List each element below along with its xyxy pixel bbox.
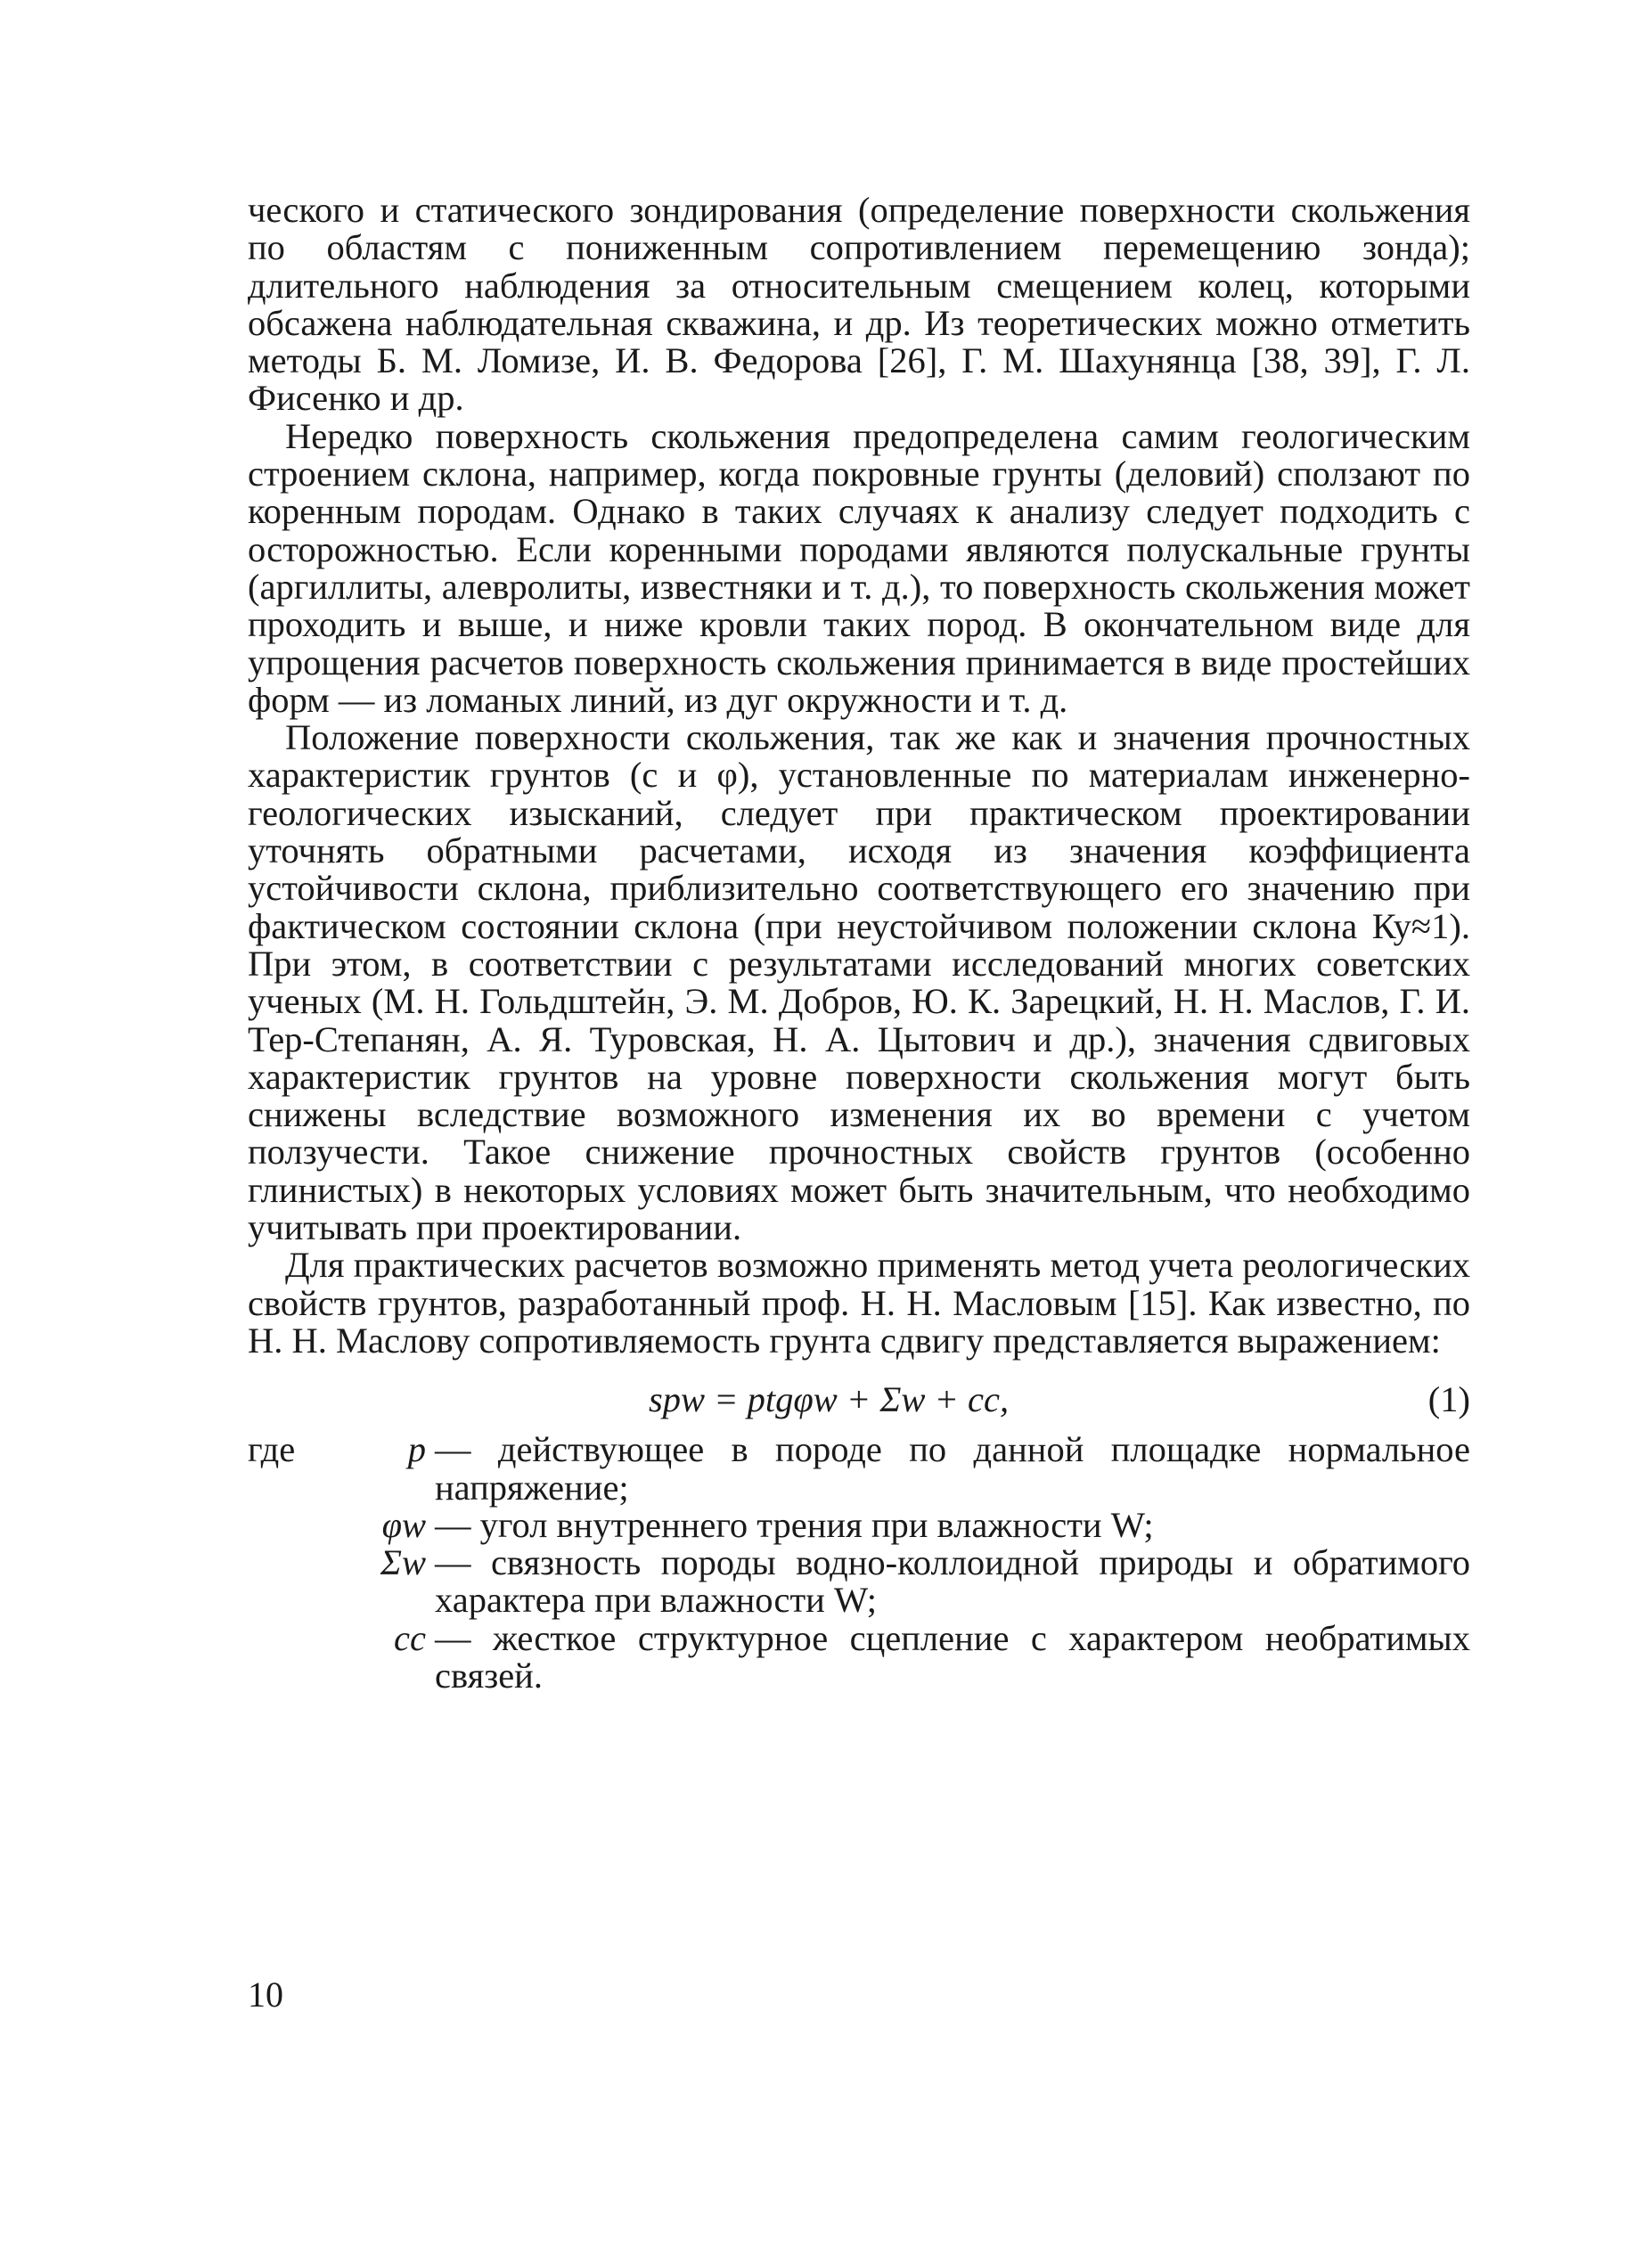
formula-1 — [248, 1381, 1470, 1418]
definitions-list — [248, 1431, 1470, 1695]
definition-item — [248, 1504, 1470, 1545]
formula-number: (1) — [1427, 1379, 1470, 1420]
paragraph-4: Для практических расчетов возможно применять метод учета реологических свойств грунтов, разработанный проф. Н. Н. Масловым [15]. Как известно, по Н. Н. Маслову сопротивляемость грунта сдвигу представляется выражением: — [248, 1245, 1470, 1361]
definition-symbol: p — [407, 1429, 426, 1470]
page-body — [248, 192, 1470, 1695]
definition-symbol: cc — [394, 1617, 426, 1658]
definition-text: — жесткое структурное сцепление с характером необратимых связей. — [435, 1617, 1470, 1696]
definition-item — [248, 1431, 1470, 1507]
where-label: где — [248, 1429, 296, 1470]
paragraph-1: ческого и статического зондирования (определение поверхности скольжения по областям с пониженным сопротивлением перемещению зонда); длительного наблюдения за относительным смещением колец, которыми обсажена наблюдательная скважина, и др. Из теоретических можно отметить методы Б. М. Ломизе, И. В. Федорова [26], Г. М. Шахунянца [38, 39], Г. Л. Фисенко и др. — [248, 190, 1470, 419]
definition-text: — угол внутреннего трения при влажности W; — [435, 1504, 1154, 1545]
paragraph-2: Нередко поверхность скольжения предопределена самим геологическим строением склона, например, когда покровные грунты (деловий) сползают по коренным породам. Однако в таких случаях к анализу следует подходить с осторожностью. Если коренными породами являются полускальные грунты (аргиллиты, алевролиты, известняки и т. д.), то поверхность скольжения может проходить и выше, и ниже кровли таких пород. В окончательном виде для упрощения расчетов поверхность скольжения принимается в виде простейших форм — из ломаных линий, из дуг окружности и т. д. — [248, 415, 1470, 720]
formula-expression: spw = ptgφw + Σw + cc, — [649, 1379, 1010, 1420]
definition-item — [248, 1617, 1470, 1696]
page-number: 10 — [248, 1974, 283, 2015]
definition-text: — действующее в породе по данной площадке нормальное напряжение; — [435, 1429, 1470, 1508]
definition-symbol: Σw — [380, 1542, 426, 1583]
definition-text: — связность породы водно-коллоидной природы и обратимого характера при влажности W; — [435, 1542, 1470, 1621]
definition-symbol: φw — [381, 1504, 426, 1545]
definition-item — [248, 1544, 1470, 1620]
paragraph-3: Положение поверхности скольжения, так же как и значения прочностных характеристик грунтов (с и φ), установленные по материалам инженерно-геологических изысканий, следует при практическом проектировании уточнять обратными расчетами, исходя из значения коэффициента устойчивости склона, приблизительно соответствующего его значению при фактическом состоянии склона (при неустойчивом положении склона Ку≈1). При этом, в соответствии с результатами исследований многих советских ученых (М. Н. Гольдштейн, Э. М. Добров, Ю. К. Зарецкий, Н. Н. Маслов, Г. И. Тер-Степанян, А. Я. Туровская, Н. А. Цытович и др.), значения сдвиговых характеристик грунтов на уровне поверхности скольжения могут быть снижены вследствие возможного изменения их во времени с учетом ползучести. Такое снижение прочностных свойств грунтов (особенно глинистых) в некоторых условиях может быть значительным, что необходимо учитывать при проектировании. — [248, 717, 1470, 1248]
